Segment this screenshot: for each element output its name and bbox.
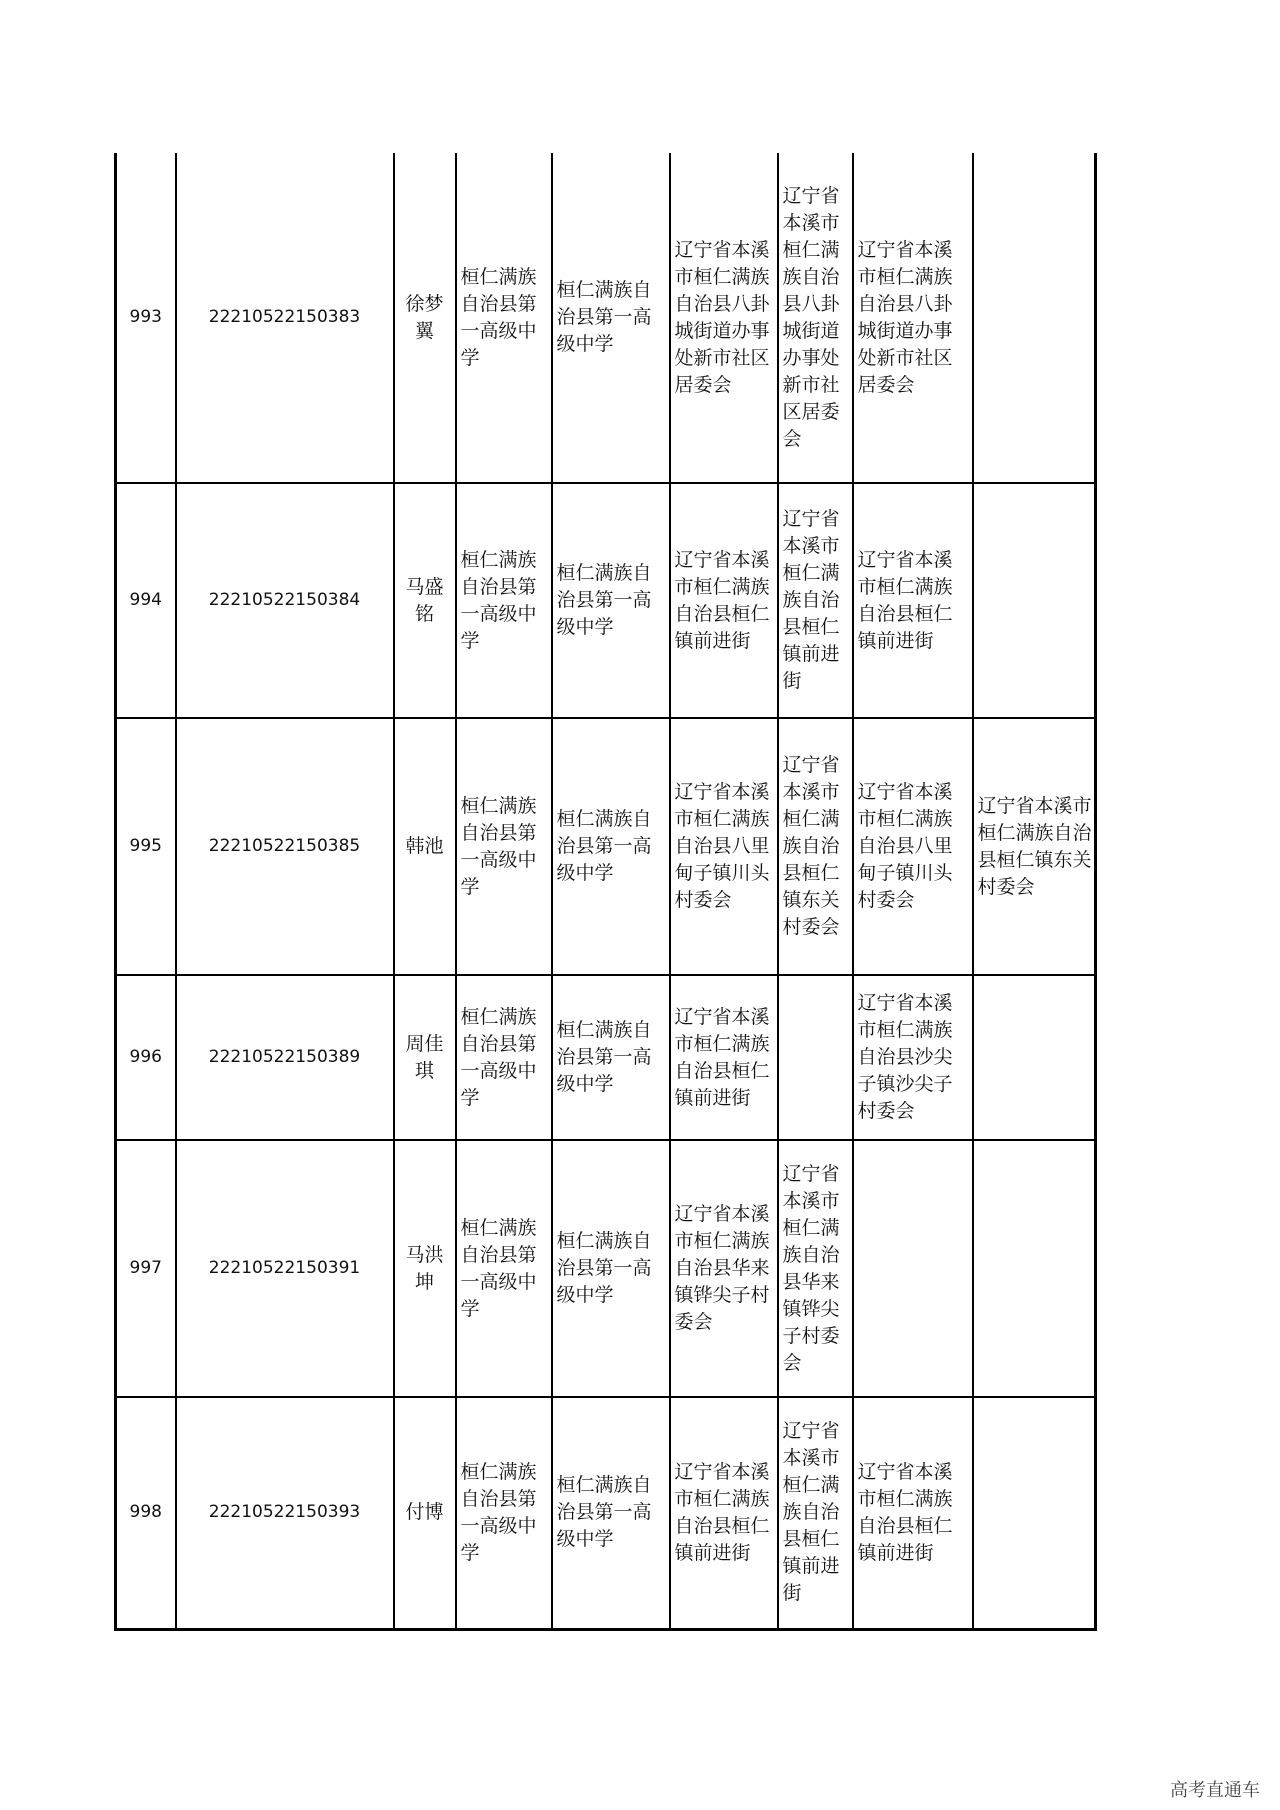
school-cell: 桓仁满族自治县第一高级中学: [456, 1140, 552, 1397]
address-cell-1: 辽宁省本溪市桓仁满族自治县八里甸子镇川头村委会: [670, 718, 778, 975]
seq-cell: 995: [116, 718, 176, 975]
address-cell-3: 辽宁省本溪市桓仁满族自治县八卦城街道办事处新市社区居委会: [853, 153, 973, 483]
name-cell: 徐梦翼: [394, 153, 456, 483]
school2-cell: 桓仁满族自治县第一高级中学: [552, 975, 670, 1140]
address-cell-3: [853, 1140, 973, 1397]
name-cell: 马洪坤: [394, 1140, 456, 1397]
table-body: [116, 153, 1096, 1629]
exam-id-cell: 22210522150385: [176, 718, 394, 975]
seq-cell: 994: [116, 483, 176, 718]
school2-cell: 桓仁满族自治县第一高级中学: [552, 1140, 670, 1397]
address-cell-4: [973, 153, 1096, 483]
address-cell-2: 辽宁省本溪市桓仁满族自治县桓仁镇前进街: [778, 1397, 853, 1629]
address-cell-1: 辽宁省本溪市桓仁满族自治县桓仁镇前进街: [670, 975, 778, 1140]
name-cell: 韩池: [394, 718, 456, 975]
seq-cell: 993: [116, 153, 176, 483]
school2-cell: 桓仁满族自治县第一高级中学: [552, 718, 670, 975]
exam-id-cell: 22210522150393: [176, 1397, 394, 1629]
table-row: [116, 1397, 1096, 1629]
watermark: 高考直通车: [1170, 1780, 1260, 1801]
exam-id-cell: 22210522150383: [176, 153, 394, 483]
school-cell: 桓仁满族自治县第一高级中学: [456, 153, 552, 483]
student-table: [114, 153, 1097, 1631]
seq-cell: 997: [116, 1140, 176, 1397]
address-cell-2: 辽宁省本溪市桓仁满族自治县桓仁镇前进街: [778, 483, 853, 718]
school-cell: 桓仁满族自治县第一高级中学: [456, 483, 552, 718]
address-cell-4: [973, 975, 1096, 1140]
name-cell: 周佳琪: [394, 975, 456, 1140]
address-cell-1: 辽宁省本溪市桓仁满族自治县桓仁镇前进街: [670, 1397, 778, 1629]
address-cell-2: 辽宁省本溪市桓仁满族自治县华来镇铧尖子村委会: [778, 1140, 853, 1397]
name-cell: 付博: [394, 1397, 456, 1629]
address-cell-1: 辽宁省本溪市桓仁满族自治县华来镇铧尖子村委会: [670, 1140, 778, 1397]
seq-cell: 998: [116, 1397, 176, 1629]
school2-cell: 桓仁满族自治县第一高级中学: [552, 1397, 670, 1629]
address-cell-1: 辽宁省本溪市桓仁满族自治县八卦城街道办事处新市社区居委会: [670, 153, 778, 483]
address-cell-4: 辽宁省本溪市桓仁满族自治县桓仁镇东关村委会: [973, 718, 1096, 975]
seq-cell: 996: [116, 975, 176, 1140]
school-cell: 桓仁满族自治县第一高级中学: [456, 975, 552, 1140]
school-cell: 桓仁满族自治县第一高级中学: [456, 718, 552, 975]
address-cell-4: [973, 483, 1096, 718]
name-cell: 马盛铭: [394, 483, 456, 718]
table-row: [116, 483, 1096, 718]
table-row: [116, 975, 1096, 1140]
address-cell-3: 辽宁省本溪市桓仁满族自治县八里甸子镇川头村委会: [853, 718, 973, 975]
address-cell-4: [973, 1397, 1096, 1629]
address-cell-2: [778, 975, 853, 1140]
address-cell-2: 辽宁省本溪市桓仁满族自治县八卦城街道办事处新市社区居委会: [778, 153, 853, 483]
table-row: [116, 153, 1096, 483]
school2-cell: 桓仁满族自治县第一高级中学: [552, 153, 670, 483]
school-cell: 桓仁满族自治县第一高级中学: [456, 1397, 552, 1629]
exam-id-cell: 22210522150384: [176, 483, 394, 718]
table-row: [116, 1140, 1096, 1397]
address-cell-1: 辽宁省本溪市桓仁满族自治县桓仁镇前进街: [670, 483, 778, 718]
table-row: [116, 718, 1096, 975]
exam-id-cell: 22210522150391: [176, 1140, 394, 1397]
address-cell-2: 辽宁省本溪市桓仁满族自治县桓仁镇东关村委会: [778, 718, 853, 975]
address-cell-3: 辽宁省本溪市桓仁满族自治县桓仁镇前进街: [853, 1397, 973, 1629]
exam-id-cell: 22210522150389: [176, 975, 394, 1140]
address-cell-4: [973, 1140, 1096, 1397]
address-cell-3: 辽宁省本溪市桓仁满族自治县桓仁镇前进街: [853, 483, 973, 718]
school2-cell: 桓仁满族自治县第一高级中学: [552, 483, 670, 718]
address-cell-3: 辽宁省本溪市桓仁满族自治县沙尖子镇沙尖子村委会: [853, 975, 973, 1140]
